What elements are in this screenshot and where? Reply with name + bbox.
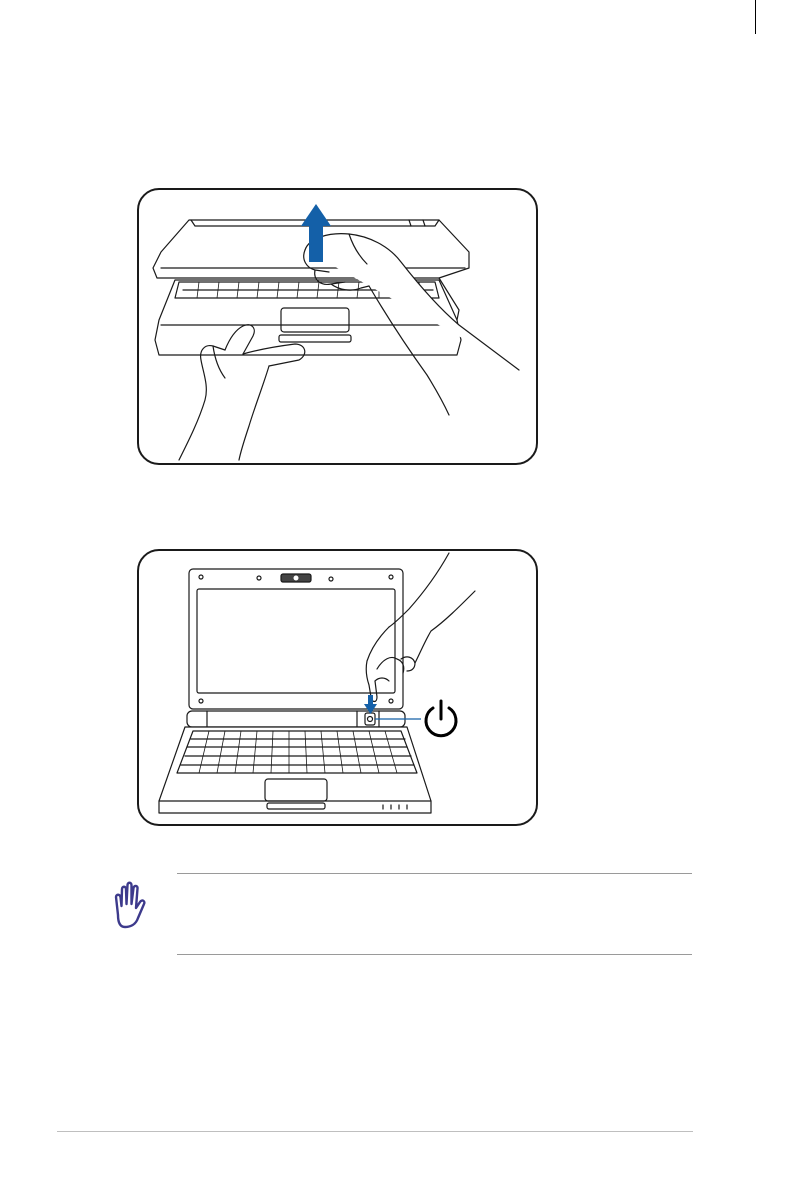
open-lid-illustration (139, 190, 536, 463)
power-on-illustration (139, 551, 536, 824)
crop-mark (755, 0, 756, 34)
caution-bottom-rule (177, 954, 692, 955)
figure-power-on (137, 549, 538, 826)
power-icon (426, 701, 456, 736)
caution-top-rule (177, 873, 692, 874)
footer-rule (57, 1131, 693, 1132)
hand-stop-icon (105, 877, 155, 931)
figure-open-lid (137, 188, 538, 465)
